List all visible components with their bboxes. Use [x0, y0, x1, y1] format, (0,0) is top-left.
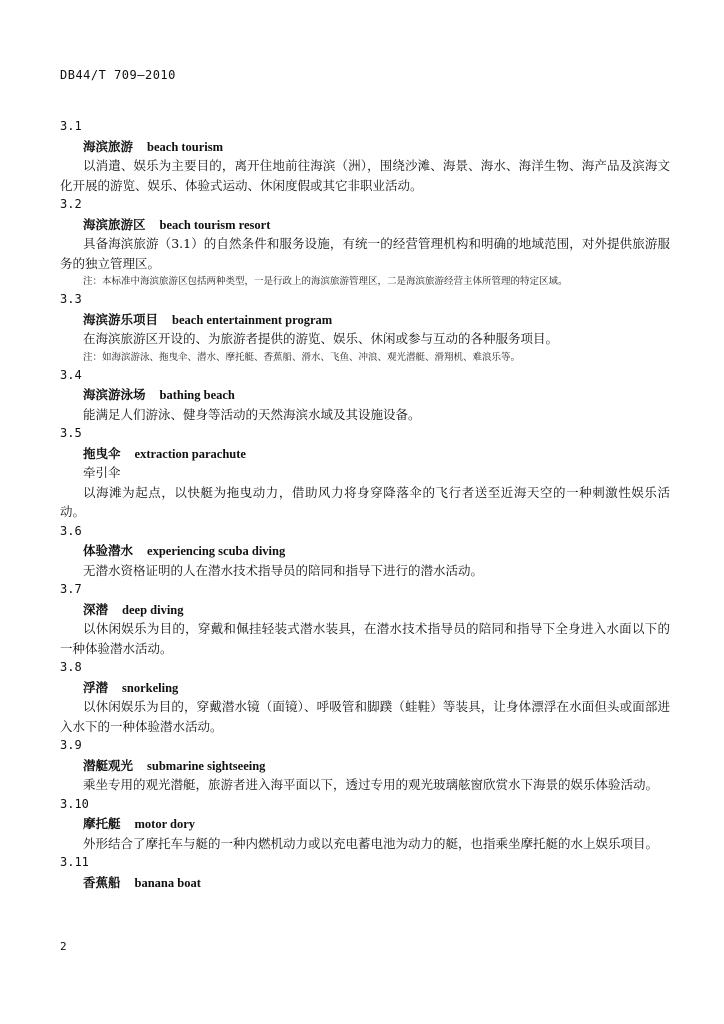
- term-number: 3.2: [60, 197, 82, 211]
- term-definition: 以海滩为起点，以快艇为拖曳动力，借助风力将身穿降落伞的飞行者送至近海天空的一种刺激性娱乐活动。: [60, 484, 670, 519]
- term-chinese: 潜艇观光: [83, 757, 134, 773]
- term-number: 3.6: [60, 523, 82, 538]
- term-synonym: 牵引伞: [83, 465, 121, 480]
- term-number: 3.11: [60, 855, 89, 869]
- term-heading: [60, 310, 670, 330]
- term-number: 3.5: [60, 426, 82, 440]
- term-english: extraction parachute: [134, 446, 246, 461]
- term-english: beach entertainment program: [172, 312, 333, 327]
- term-entry: [60, 522, 670, 581]
- term-number: 3.10: [60, 796, 89, 811]
- term-english: banana boat: [134, 875, 201, 890]
- term-english: beach tourism resort: [159, 217, 271, 232]
- term-chinese: 海滨游泳场: [83, 387, 146, 402]
- term-number: 3.8: [60, 660, 82, 674]
- term-english: deep diving: [122, 602, 184, 617]
- term-definition: 在海滨旅游区开设的、为旅游者提供的游览、娱乐、休闲或参与互动的各种服务项目。: [83, 331, 559, 346]
- term-entry: [60, 424, 670, 522]
- term-heading: [60, 137, 670, 157]
- term-chinese: 海滨旅游: [83, 138, 134, 154]
- term-note: 注：如海滨游泳、拖曳伞、潜水、摩托艇、香蕉船、滑水、飞鱼、冲浪、观光潜艇、滑翔机、难浪乐等。: [83, 351, 521, 363]
- term-heading: [60, 756, 670, 776]
- terms-body: [60, 117, 670, 892]
- standard-code: DB44/T 709—2010: [60, 68, 176, 82]
- term-entry: [60, 736, 670, 795]
- term-chinese: 香蕉船: [83, 874, 121, 890]
- term-number: 3.1: [60, 119, 82, 133]
- term-entry: [60, 580, 670, 658]
- term-number: 3.4: [60, 367, 82, 382]
- term-heading: [60, 678, 670, 698]
- term-entry: [60, 366, 670, 425]
- term-heading: [60, 385, 670, 405]
- term-chinese: 深潜: [83, 601, 109, 617]
- term-entry: [60, 795, 670, 854]
- term-number: 3.3: [60, 292, 82, 306]
- term-chinese: 浮潜: [83, 679, 109, 695]
- term-definition: 以休闲娱乐为目的，穿戴和佩挂轻装式潜水装具，在潜水技术指导员的陪同和指导下全身进入水面以下的一种体验潜水活动。: [60, 621, 670, 656]
- term-number: 3.9: [60, 738, 82, 752]
- term-number: 3.7: [60, 582, 82, 596]
- term-heading: [60, 814, 670, 834]
- page-number: 2: [60, 940, 67, 953]
- term-chinese: 拖曳伞: [83, 445, 121, 461]
- term-note: 注：本标准中海滨旅游区包括两种类型，一是行政上的海滨旅游管理区，二是海滨旅游经营主体所管理的特定区域。: [83, 276, 568, 287]
- term-definition: 外形结合了摩托车与艇的一种内燃机动力或以充电蓄电池为动力的艇，也指乘坐摩托艇的水上娱乐项目。: [83, 835, 659, 851]
- term-english: bathing beach: [159, 388, 235, 402]
- term-english: submarine sightseeing: [147, 758, 266, 773]
- term-definition: 以休闲娱乐为目的，穿戴潜水镜（面镜）、呼吸管和脚蹼（蛙鞋）等装具，让身体漂浮在水面但头或面部进入水下的一种体验潜水活动。: [60, 699, 670, 734]
- term-entry: [60, 290, 670, 366]
- term-chinese: 摩托艇: [83, 816, 121, 831]
- term-heading: [60, 873, 670, 893]
- term-heading: [60, 600, 670, 620]
- term-definition: 无潜水资格证明的人在潜水技术指导员的陪同和指导下进行的潜水活动。: [83, 562, 484, 578]
- term-english: snorkeling: [122, 680, 179, 695]
- term-definition: 以消遣、娱乐为主要目的，离开住地前往海滨（洲），围绕沙滩、海景、海水、海洋生物、海产品及滨海文化开展的游览、娱乐、体验式运动、休闲度假或其它非职业活动。: [60, 158, 670, 193]
- term-definition: 能满足人们游泳、健身等活动的天然海滨水域及其设施设备。: [83, 406, 421, 422]
- term-definition: 具备海滨旅游（3.1）的自然条件和服务设施，有统一的经营管理机构和明确的地域范围，对外提供旅游服务的独立管理区。: [60, 236, 670, 271]
- term-english: motor dory: [134, 817, 196, 831]
- term-chinese: 海滨旅游区: [83, 216, 146, 232]
- term-chinese: 海滨游乐项目: [83, 311, 159, 327]
- term-entry: [60, 195, 670, 290]
- term-english: experiencing scuba diving: [147, 544, 286, 558]
- term-entry: [60, 853, 670, 892]
- term-entry: [60, 117, 670, 195]
- term-entry: [60, 658, 670, 736]
- term-english: beach tourism: [147, 139, 224, 154]
- term-heading: [60, 541, 670, 561]
- term-heading: [60, 215, 670, 235]
- term-chinese: 体验潜水: [83, 543, 134, 558]
- term-heading: [60, 444, 670, 464]
- term-definition: 乘坐专用的观光潜艇，旅游者进入海平面以下，透过专用的观光玻璃舷窗欣赏水下海景的娱乐体验活动。: [83, 777, 659, 792]
